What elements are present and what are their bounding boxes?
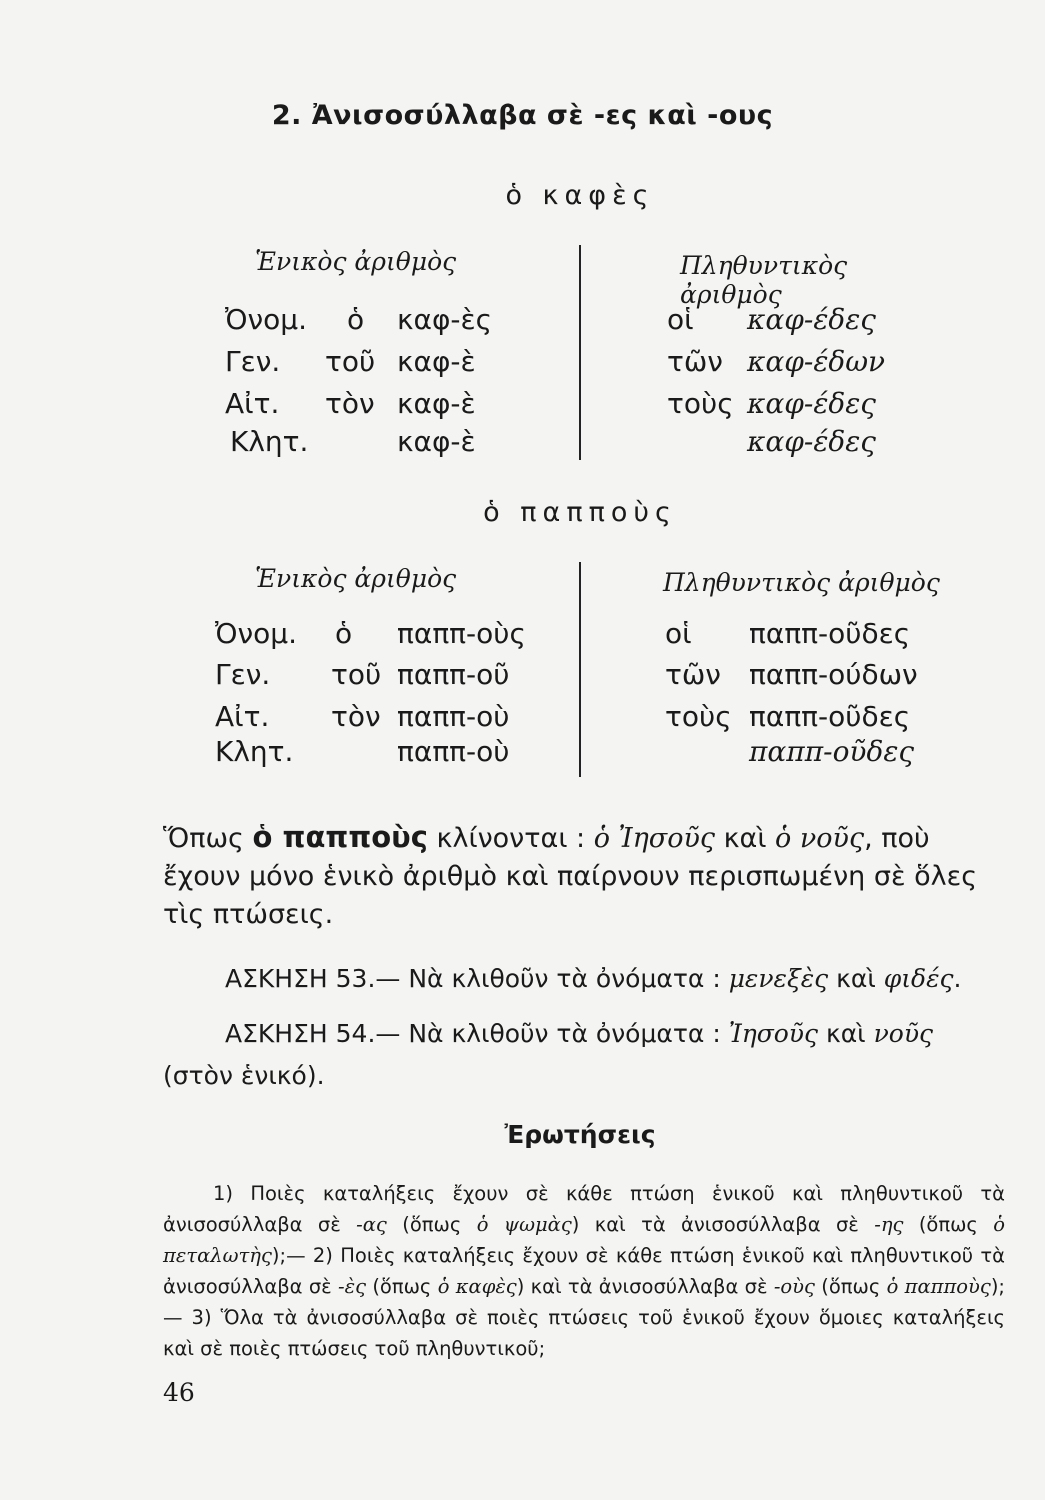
exercise-text: (στὸν ἑνικό). <box>163 1061 325 1090</box>
exercise-word: νοῦς <box>873 1019 934 1048</box>
plural-article: οἱ <box>667 303 694 336</box>
exercise-word: μενεξὲς <box>728 964 829 993</box>
paragraph-bold-example: ὁ παπποὺς <box>252 820 428 854</box>
table-row <box>205 425 945 465</box>
singular-form: καφ-ὲ <box>397 387 476 420</box>
exercise-word: φιδές <box>883 964 954 993</box>
question-italic: -ας <box>356 1213 387 1236</box>
plural-form: καφ-έδων <box>747 345 886 378</box>
case-label: Αἰτ. <box>215 700 270 733</box>
case-label: Ὀνομ. <box>215 617 298 650</box>
paragraph-text: Ὅπως <box>163 823 253 854</box>
question-italic: ὁ ψωμὰς <box>476 1213 572 1236</box>
question-text: 1) Ποιὲς καταλήξεις ἔχουν σὲ κάθε πτώση ἑνικοῦ καὶ πληθυντικοῦ τὰ ἀνισοσύλλαβα σὲ <box>163 1182 1005 1236</box>
table-row <box>205 387 945 427</box>
plural-form: καφ-έδες <box>747 387 876 420</box>
exercise-text: . <box>953 964 962 993</box>
singular-form: παππ-οὺ <box>397 700 510 733</box>
singular-form: παππ-οῦ <box>397 658 510 691</box>
question-italic: ὁ παπποὺς <box>886 1275 991 1298</box>
declension-table-kafes <box>205 245 945 460</box>
question-italic: -ης <box>874 1213 904 1236</box>
plural-article: τοὺς <box>667 387 734 420</box>
paragraph-text: καὶ <box>715 823 776 854</box>
case-label: Ὀνομ. <box>225 303 308 336</box>
question-text: (ὅπως <box>903 1213 994 1236</box>
noun-title-pappous: ὁ παπποὺς <box>483 497 677 528</box>
singular-header: Ἑνικὸς ἀριθμὸς <box>255 247 457 276</box>
question-text: (ὅπως <box>366 1275 438 1298</box>
page-number: 46 <box>163 1378 195 1407</box>
table-row <box>205 617 945 657</box>
case-label: Αἰτ. <box>225 387 280 420</box>
questions-text <box>163 1178 1005 1364</box>
singular-form: καφ-ὲς <box>397 303 493 336</box>
case-label: Γεν. <box>215 658 271 691</box>
plural-form: παππ-οῦδες <box>749 700 911 733</box>
section-heading: 2. Ἀνισοσύλλαβα σὲ -ες καὶ -ους <box>271 100 774 131</box>
article: τοῦ <box>331 658 382 691</box>
article: ὁ <box>335 617 353 650</box>
question-italic: ὁ πεταλωτὴς <box>163 1213 1006 1267</box>
article: τὸν <box>325 387 375 420</box>
exercise-text: ΑΣΚΗΣΗ 54.— Νὰ κλιθοῦν τὰ ὀνόματα : <box>225 1019 729 1048</box>
paragraph-italic-example: ὁ Ἰησοῦς <box>593 823 716 854</box>
exercise-text: καὶ <box>828 964 884 993</box>
exercise-text: ΑΣΚΗΣΗ 53.— Νὰ κλιθοῦν τὰ ὀνόματα : <box>225 964 729 993</box>
table-row <box>205 658 945 698</box>
exercise-54 <box>163 1013 1003 1097</box>
declension-table-pappous <box>205 562 945 777</box>
case-label: Γεν. <box>225 345 281 378</box>
question-text: ) καὶ τὰ ἀνισοσύλλαβα σὲ <box>516 1275 774 1298</box>
question-italic: ὁ καφὲς <box>437 1275 517 1298</box>
question-italic: -οὺς <box>773 1275 815 1298</box>
exercise-53 <box>163 958 1003 1000</box>
paragraph-italic-example: ὁ νοῦς <box>775 823 865 854</box>
question-text: (ὅπως <box>386 1213 477 1236</box>
singular-header: Ἑνικὸς ἀριθμὸς <box>255 564 457 593</box>
plural-article: τῶν <box>665 658 721 691</box>
article: τοῦ <box>325 345 376 378</box>
paragraph-text: κλίνονται : <box>427 823 594 854</box>
table-row <box>205 735 945 775</box>
table-row <box>205 700 945 740</box>
singular-form: παππ-οὺς <box>397 617 526 650</box>
case-label: Κλητ. <box>215 735 294 768</box>
plural-header: Πληθυντικὸς ἀριθμὸς <box>663 568 940 597</box>
question-italic: -ὲς <box>338 1275 367 1298</box>
table-row <box>205 345 945 385</box>
article: τὸν <box>331 700 381 733</box>
noun-title-kafes: ὁ καφὲς <box>505 180 655 211</box>
article: ὁ <box>347 303 365 336</box>
paragraph-text: , ποὺ ἔχουν μόνο ἑνικὸ ἀριθμὸ καὶ παίρνουν περισπωμένη σὲ ὅλες τὶς πτώσεις. <box>163 823 978 930</box>
plural-form: καφ-έδες <box>747 425 876 458</box>
case-label: Κλητ. <box>230 425 309 458</box>
singular-form: καφ-ὲ <box>397 345 476 378</box>
explanation-paragraph <box>163 818 1003 934</box>
plural-form: καφ-έδες <box>747 303 876 336</box>
singular-form: καφ-ὲ <box>397 425 476 458</box>
plural-article: οἱ <box>665 617 692 650</box>
question-text: (ὅπως <box>814 1275 887 1298</box>
table-row <box>205 303 945 343</box>
plural-header: Πληθυντικὸς ἀριθμὸς <box>680 251 848 309</box>
questions-title: Ἐρωτήσεις <box>504 1120 656 1149</box>
exercise-text: καὶ <box>818 1019 874 1048</box>
plural-form: παππ-ούδων <box>749 658 918 691</box>
plural-article: τοὺς <box>665 700 732 733</box>
plural-form: παππ-οῦδες <box>749 617 911 650</box>
question-text: );— 3) Ὅλα τὰ ἀνισοσύλλαβα σὲ ποιὲς πτώσεις τοῦ ἑνικοῦ ἔχουν ὅμοιες καταλήξεις καὶ σὲ ποιὲς πτώσεις τοῦ πληθυντικοῦ; <box>163 1275 1005 1360</box>
singular-form: παππ-οὺ <box>397 735 510 768</box>
plural-form: παππ-οῦδες <box>749 735 915 768</box>
plural-article: τῶν <box>667 345 723 378</box>
question-text: ) καὶ τὰ ἀνισοσύλλαβα σὲ <box>571 1213 875 1236</box>
question-text: );— 2) Ποιὲς καταλήξεις ἔχουν σὲ κάθε πτώση ἑνικοῦ καὶ πληθυντικοῦ τὰ ἀνισοσύλλαβα σὲ <box>163 1244 1005 1298</box>
exercise-word: Ἰησοῦς <box>728 1019 819 1048</box>
